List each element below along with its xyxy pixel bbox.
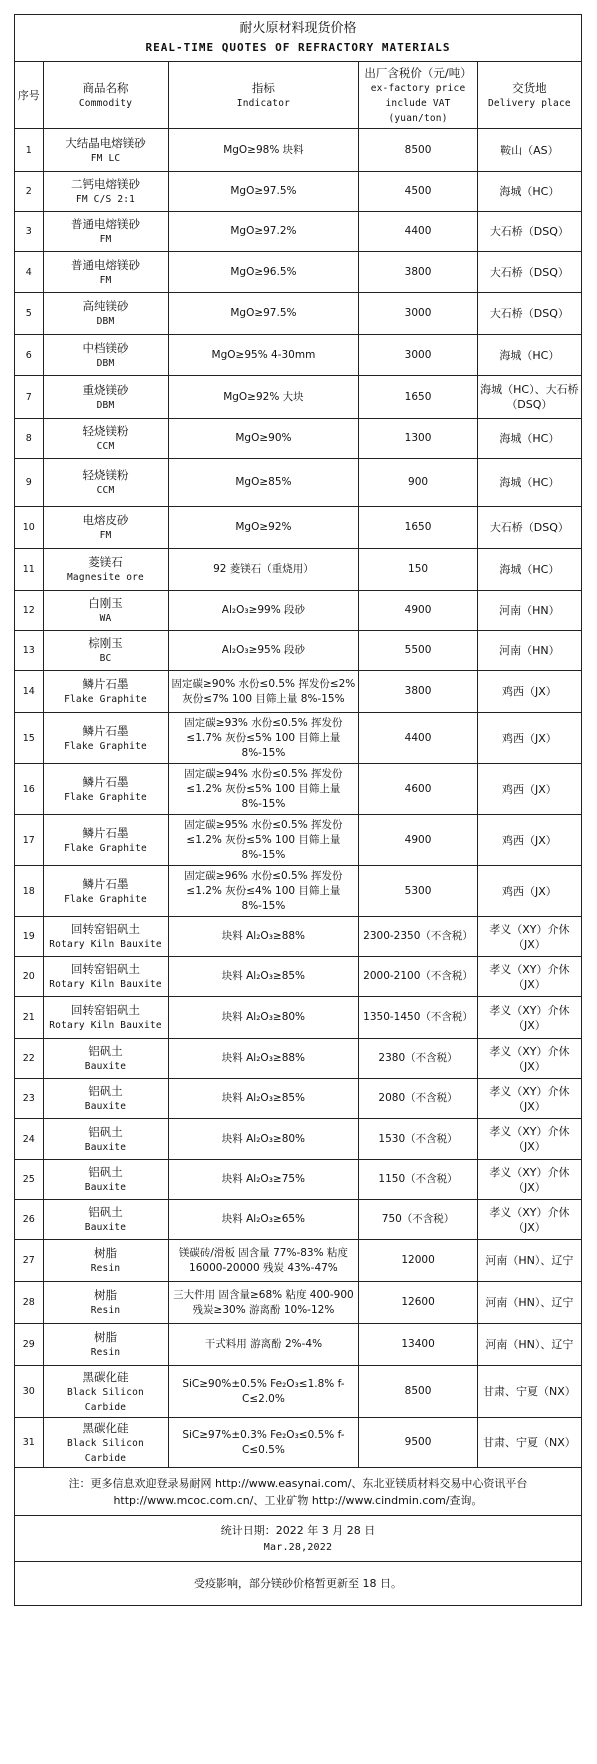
price-cell: 5500 bbox=[359, 631, 477, 671]
note-row bbox=[15, 1468, 582, 1516]
indicator-cell: 固定碳≥93% 水份≤0.5% 挥发份≤1.7% 灰份≤5% 100 目筛上量 8%-15% bbox=[168, 713, 359, 764]
delivery-place-cell: 甘肃、宁夏（NX） bbox=[477, 1418, 581, 1468]
indicator-cell: 固定碳≥95% 水份≤0.5% 挥发份≤1.2% 灰份≤5% 100 目筛上量 8%-15% bbox=[168, 815, 359, 866]
price-cell: 12000 bbox=[359, 1240, 477, 1282]
indicator-cell: Al₂O₃≥99% 段砂 bbox=[168, 591, 359, 631]
commodity-en: Rotary Kiln Bauxite bbox=[49, 939, 162, 950]
table-row bbox=[15, 1282, 582, 1324]
commodity-cn: 电熔皮砂 bbox=[82, 513, 129, 527]
commodity-cell bbox=[43, 1119, 168, 1160]
commodity-en: CCM bbox=[96, 485, 115, 496]
commodity-en: FM bbox=[99, 530, 112, 541]
header-price-en3: (yuan/ton) bbox=[388, 112, 448, 124]
commodity-cn: 大结晶电熔镁砂 bbox=[65, 135, 146, 150]
table-row bbox=[15, 376, 582, 419]
table-row bbox=[15, 172, 582, 212]
row-index: 5 bbox=[15, 293, 44, 335]
indicator-cell: 块料 Al₂O₃≥80% bbox=[168, 997, 359, 1039]
delivery-place-cell: 鞍山（AS） bbox=[477, 129, 581, 172]
delivery-place-cell: 河南（HN）、辽宁 bbox=[477, 1282, 581, 1324]
table-row bbox=[15, 917, 582, 957]
price-cell: 4400 bbox=[359, 713, 477, 764]
row-index: 8 bbox=[15, 419, 44, 459]
commodity-cell bbox=[43, 335, 168, 376]
price-cell: 900 bbox=[359, 459, 477, 507]
header-indicator-en: Indicator bbox=[236, 97, 291, 109]
indicator-cell: MgO≥90% bbox=[168, 419, 359, 459]
delivery-place-cell: 海城（HC） bbox=[477, 335, 581, 376]
table-row bbox=[15, 129, 582, 172]
row-index: 10 bbox=[15, 507, 44, 549]
price-cell: 8500 bbox=[359, 1366, 477, 1418]
price-cell: 1350-1450（不含税） bbox=[359, 997, 477, 1039]
commodity-cn: 中档镁砂 bbox=[82, 340, 129, 355]
indicator-cell: SiC≥90%±0.5% Fe₂O₃≤1.8% f-C≤2.0% bbox=[168, 1366, 359, 1418]
row-index: 9 bbox=[15, 459, 44, 507]
row-index: 28 bbox=[15, 1282, 44, 1324]
indicator-cell: 块料 Al₂O₃≥85% bbox=[168, 1079, 359, 1119]
price-cell: 13400 bbox=[359, 1324, 477, 1366]
price-cell: 3800 bbox=[359, 252, 477, 293]
indicator-cell: MgO≥97.5% bbox=[168, 293, 359, 335]
commodity-en: Bauxite bbox=[84, 1061, 127, 1072]
commodity-en: Rotary Kiln Bauxite bbox=[49, 979, 162, 990]
delivery-place-cell: 海城（HC）、大石桥（DSQ） bbox=[477, 376, 581, 419]
commodity-cn: 铝矾土 bbox=[88, 1084, 123, 1098]
header-row bbox=[15, 62, 582, 129]
commodity-en: Resin bbox=[90, 1347, 121, 1358]
delivery-place-cell: 海城（HC） bbox=[477, 459, 581, 507]
commodity-cn: 重烧镁砂 bbox=[82, 382, 129, 397]
delivery-place-cell: 孝义（XY）介休（JX） bbox=[477, 1039, 581, 1079]
commodity-cn: 高纯镁砂 bbox=[82, 299, 129, 313]
commodity-cn: 铝矾土 bbox=[88, 1165, 123, 1179]
quotes-table bbox=[14, 14, 582, 1606]
commodity-cn: 铝矾土 bbox=[88, 1044, 123, 1058]
row-index: 19 bbox=[15, 917, 44, 957]
commodity-cell bbox=[43, 713, 168, 764]
commodity-cn: 二钙电熔镁砂 bbox=[71, 177, 140, 191]
row-index: 4 bbox=[15, 252, 44, 293]
table-row bbox=[15, 631, 582, 671]
commodity-cell bbox=[43, 631, 168, 671]
indicator-cell: 固定碳≥96% 水份≤0.5% 挥发份≤1.2% 灰份≤4% 100 目筛上量 8%-15% bbox=[168, 866, 359, 917]
price-cell: 3000 bbox=[359, 293, 477, 335]
commodity-cell bbox=[43, 293, 168, 335]
commodity-cn: 回转窑铝矾土 bbox=[71, 1003, 140, 1017]
price-cell: 2300-2350（不含税） bbox=[359, 917, 477, 957]
commodity-en: Flake Graphite bbox=[64, 791, 147, 803]
indicator-cell: 三大件用 固含量≥68% 粘度 400-900 残炭≥30% 游离酚 10%-12% bbox=[168, 1282, 359, 1324]
commodity-cell bbox=[43, 252, 168, 293]
header-price-en2: include VAT bbox=[385, 97, 451, 109]
delivery-place-cell: 孝义（XY）介休（JX） bbox=[477, 1200, 581, 1240]
price-cell: 4500 bbox=[359, 172, 477, 212]
delivery-place-cell: 孝义（XY）介休（JX） bbox=[477, 917, 581, 957]
stat-date-en: Mar.28,2022 bbox=[263, 1541, 333, 1553]
footer-note-line1: 注：更多信息欢迎登录易耐网 http://www.easynai.com/、东北亚镁质材料交易中心资讯平台 bbox=[68, 1476, 528, 1490]
delivery-place-cell: 大石桥（DSQ） bbox=[477, 293, 581, 335]
row-index: 18 bbox=[15, 866, 44, 917]
header-commodity-en: Commodity bbox=[78, 97, 133, 109]
indicator-cell: MgO≥92% 大块 bbox=[168, 376, 359, 419]
delivery-place-cell: 河南（HN）、辽宁 bbox=[477, 1324, 581, 1366]
header-indicator bbox=[168, 62, 359, 129]
commodity-cell bbox=[43, 1079, 168, 1119]
header-place-cn: 交货地 bbox=[512, 80, 547, 95]
table-row bbox=[15, 671, 582, 713]
row-index: 15 bbox=[15, 713, 44, 764]
commodity-en: Resin bbox=[90, 1263, 121, 1274]
indicator-cell: MgO≥98% 块料 bbox=[168, 129, 359, 172]
price-cell: 9500 bbox=[359, 1418, 477, 1468]
row-index: 26 bbox=[15, 1200, 44, 1240]
commodity-en: Bauxite bbox=[84, 1222, 127, 1233]
row-index: 30 bbox=[15, 1366, 44, 1418]
indicator-cell: MgO≥96.5% bbox=[168, 252, 359, 293]
delivery-place-cell: 鸡西（JX） bbox=[477, 764, 581, 815]
price-cell: 8500 bbox=[359, 129, 477, 172]
header-price-cn: 出厂含税价（元/吨） bbox=[364, 65, 472, 80]
table-row bbox=[15, 212, 582, 252]
commodity-en: Flake Graphite bbox=[64, 842, 147, 854]
indicator-cell: 固定碳≥94% 水份≤0.5% 挥发份≤1.2% 灰份≤5% 100 目筛上量 8%-15% bbox=[168, 764, 359, 815]
commodity-cell bbox=[43, 1160, 168, 1200]
indicator-cell: 块料 Al₂O₃≥75% bbox=[168, 1160, 359, 1200]
commodity-cn: 鳞片石墨 bbox=[82, 774, 129, 789]
table-row bbox=[15, 764, 582, 815]
price-cell: 4400 bbox=[359, 212, 477, 252]
commodity-cn: 白刚玉 bbox=[88, 596, 123, 610]
commodity-cn: 黑碳化硅 bbox=[82, 1369, 129, 1384]
price-sheet bbox=[14, 14, 582, 1606]
row-index: 27 bbox=[15, 1240, 44, 1282]
price-cell: 750（不含税） bbox=[359, 1200, 477, 1240]
commodity-cell bbox=[43, 1366, 168, 1418]
table-row bbox=[15, 591, 582, 631]
commodity-en: BC bbox=[99, 653, 112, 664]
indicator-cell: 块料 Al₂O₃≥85% bbox=[168, 957, 359, 997]
table-row bbox=[15, 1240, 582, 1282]
price-cell: 150 bbox=[359, 549, 477, 591]
row-index: 16 bbox=[15, 764, 44, 815]
price-cell: 5300 bbox=[359, 866, 477, 917]
commodity-en: Bauxite bbox=[84, 1182, 127, 1193]
header-commodity bbox=[43, 62, 168, 129]
delivery-place-cell: 孝义（XY）介休（JX） bbox=[477, 1119, 581, 1160]
row-index: 23 bbox=[15, 1079, 44, 1119]
delivery-place-cell: 鸡西（JX） bbox=[477, 671, 581, 713]
commodity-cn: 树脂 bbox=[94, 1330, 117, 1344]
commodity-en: DBM bbox=[96, 357, 115, 369]
commodity-cell bbox=[43, 419, 168, 459]
commodity-cell bbox=[43, 1418, 168, 1468]
commodity-en: Magnesite ore bbox=[67, 572, 144, 583]
commodity-cn: 鳞片石墨 bbox=[82, 677, 129, 691]
table-row bbox=[15, 1418, 582, 1468]
indicator-cell: MgO≥97.2% bbox=[168, 212, 359, 252]
row-index: 11 bbox=[15, 549, 44, 591]
header-price-en1: ex-factory price bbox=[370, 82, 466, 94]
price-cell: 3000 bbox=[359, 335, 477, 376]
delivery-place-cell: 河南（HN） bbox=[477, 631, 581, 671]
commodity-en: WA bbox=[99, 613, 112, 624]
commodity-cn: 铝矾土 bbox=[88, 1124, 123, 1139]
delivery-place-cell: 孝义（XY）介休（JX） bbox=[477, 1160, 581, 1200]
commodity-en: FM LC bbox=[90, 152, 121, 164]
table-row bbox=[15, 1079, 582, 1119]
notice-row bbox=[15, 1562, 582, 1606]
price-cell: 2000-2100（不含税） bbox=[359, 957, 477, 997]
commodity-en: Resin bbox=[90, 1305, 121, 1316]
row-index: 3 bbox=[15, 212, 44, 252]
price-cell: 2080（不含税） bbox=[359, 1079, 477, 1119]
table-row bbox=[15, 507, 582, 549]
commodity-cell bbox=[43, 376, 168, 419]
commodity-cn: 普通电熔镁砂 bbox=[71, 217, 140, 231]
commodity-en: FM bbox=[99, 234, 112, 245]
commodity-en: FM bbox=[99, 274, 112, 286]
price-cell: 2380（不含税） bbox=[359, 1039, 477, 1079]
commodity-cn: 回转窑铝矾土 bbox=[71, 962, 140, 976]
row-index: 31 bbox=[15, 1418, 44, 1468]
indicator-cell: 块料 Al₂O₃≥80% bbox=[168, 1119, 359, 1160]
commodity-cn: 菱镁石 bbox=[88, 555, 123, 569]
table-row bbox=[15, 1324, 582, 1366]
commodity-en: Flake Graphite bbox=[64, 893, 147, 905]
price-cell: 3800 bbox=[359, 671, 477, 713]
commodity-cn: 普通电熔镁砂 bbox=[71, 257, 140, 272]
table-row bbox=[15, 549, 582, 591]
row-index: 21 bbox=[15, 997, 44, 1039]
table-row bbox=[15, 1200, 582, 1240]
row-index: 2 bbox=[15, 172, 44, 212]
table-row bbox=[15, 1160, 582, 1200]
commodity-cell bbox=[43, 1200, 168, 1240]
commodity-en: Flake Graphite bbox=[64, 694, 147, 705]
indicator-cell: MgO≥92% bbox=[168, 507, 359, 549]
table-row bbox=[15, 1119, 582, 1160]
header-place-en: Delivery place bbox=[487, 97, 571, 109]
table-row bbox=[15, 815, 582, 866]
header-index: 序号 bbox=[15, 62, 44, 129]
row-index: 24 bbox=[15, 1119, 44, 1160]
row-index: 25 bbox=[15, 1160, 44, 1200]
title-cn: 耐火原材料现货价格 bbox=[239, 21, 357, 36]
price-cell: 12600 bbox=[359, 1282, 477, 1324]
delivery-place-cell: 孝义（XY）介休（JX） bbox=[477, 997, 581, 1039]
commodity-en: CCM bbox=[96, 441, 115, 452]
commodity-en: Bauxite bbox=[84, 1101, 127, 1112]
commodity-cell bbox=[43, 549, 168, 591]
delivery-place-cell: 大石桥（DSQ） bbox=[477, 252, 581, 293]
table-row bbox=[15, 335, 582, 376]
commodity-cell bbox=[43, 764, 168, 815]
indicator-cell: 块料 Al₂O₃≥65% bbox=[168, 1200, 359, 1240]
price-cell: 4600 bbox=[359, 764, 477, 815]
table-row bbox=[15, 1039, 582, 1079]
delivery-place-cell: 甘肃、宁夏（NX） bbox=[477, 1366, 581, 1418]
title-row bbox=[15, 15, 582, 62]
delivery-place-cell: 鸡西（JX） bbox=[477, 713, 581, 764]
indicator-cell: 镁碳砖/滑板 固含量 77%-83% 粘度 16000-20000 残炭 43%-47% bbox=[168, 1240, 359, 1282]
commodity-cell bbox=[43, 997, 168, 1039]
table-row bbox=[15, 1366, 582, 1418]
row-index: 17 bbox=[15, 815, 44, 866]
title-en: REAL-TIME QUOTES OF REFRACTORY MATERIALS bbox=[145, 41, 451, 54]
commodity-cn: 铝矾土 bbox=[88, 1205, 123, 1219]
delivery-place-cell: 河南（HN） bbox=[477, 591, 581, 631]
delivery-place-cell: 大石桥（DSQ） bbox=[477, 212, 581, 252]
commodity-cell bbox=[43, 459, 168, 507]
commodity-cn: 轻烧镁粉 bbox=[82, 424, 129, 438]
commodity-cell bbox=[43, 507, 168, 549]
table-row bbox=[15, 866, 582, 917]
row-index: 1 bbox=[15, 129, 44, 172]
row-index: 6 bbox=[15, 335, 44, 376]
commodity-en: Rotary Kiln Bauxite bbox=[49, 1020, 162, 1031]
commodity-cell bbox=[43, 866, 168, 917]
indicator-cell: 92 菱镁石（重烧用） bbox=[168, 549, 359, 591]
commodity-cn: 鳞片石墨 bbox=[82, 876, 129, 891]
commodity-cn: 黑碳化硅 bbox=[82, 1420, 129, 1435]
price-cell: 1650 bbox=[359, 376, 477, 419]
commodity-cn: 鳞片石墨 bbox=[82, 723, 129, 738]
price-cell: 1650 bbox=[359, 507, 477, 549]
indicator-cell: MgO≥97.5% bbox=[168, 172, 359, 212]
commodity-cell bbox=[43, 1039, 168, 1079]
commodity-cell bbox=[43, 917, 168, 957]
commodity-cn: 轻烧镁粉 bbox=[82, 468, 129, 482]
row-index: 7 bbox=[15, 376, 44, 419]
commodity-cell bbox=[43, 957, 168, 997]
header-commodity-cn: 商品名称 bbox=[82, 80, 129, 95]
table-row bbox=[15, 957, 582, 997]
indicator-cell: SiC≥97%±0.3% Fe₂O₃≤0.5% f-C≤0.5% bbox=[168, 1418, 359, 1468]
footer-note-line2: http://www.mcoc.com.cn/、工业矿物 http://www.cindmin.com/查询。 bbox=[113, 1493, 483, 1507]
delivery-place-cell: 大石桥（DSQ） bbox=[477, 507, 581, 549]
delivery-place-cell: 河南（HN）、辽宁 bbox=[477, 1240, 581, 1282]
table-row bbox=[15, 459, 582, 507]
price-cell: 1300 bbox=[359, 419, 477, 459]
delivery-place-cell: 鸡西（JX） bbox=[477, 866, 581, 917]
commodity-en: Black Silicon Carbide bbox=[67, 1437, 144, 1464]
delivery-place-cell: 海城（HC） bbox=[477, 419, 581, 459]
commodity-en: DBM bbox=[96, 316, 115, 327]
delivery-place-cell: 孝义（XY）介休（JX） bbox=[477, 1079, 581, 1119]
delivery-place-cell: 孝义（XY）介休（JX） bbox=[477, 957, 581, 997]
commodity-cell bbox=[43, 1240, 168, 1282]
commodity-cell bbox=[43, 212, 168, 252]
row-index: 13 bbox=[15, 631, 44, 671]
row-index: 14 bbox=[15, 671, 44, 713]
header-indicator-cn: 指标 bbox=[251, 80, 275, 95]
table-row bbox=[15, 252, 582, 293]
table-row bbox=[15, 419, 582, 459]
row-index: 29 bbox=[15, 1324, 44, 1366]
indicator-cell: 固定碳≥90% 水份≤0.5% 挥发份≤2% 灰份≤7% 100 目筛上量 8%-15% bbox=[168, 671, 359, 713]
commodity-cell bbox=[43, 671, 168, 713]
price-cell: 4900 bbox=[359, 815, 477, 866]
row-index: 20 bbox=[15, 957, 44, 997]
commodity-cell bbox=[43, 172, 168, 212]
price-cell: 1530（不含税） bbox=[359, 1119, 477, 1160]
delivery-place-cell: 鸡西（JX） bbox=[477, 815, 581, 866]
indicator-cell: Al₂O₃≥95% 段砂 bbox=[168, 631, 359, 671]
indicator-cell: MgO≥85% bbox=[168, 459, 359, 507]
indicator-cell: 块料 Al₂O₃≥88% bbox=[168, 917, 359, 957]
indicator-cell: MgO≥95% 4-30mm bbox=[168, 335, 359, 376]
price-cell: 4900 bbox=[359, 591, 477, 631]
commodity-cn: 回转窑铝矾土 bbox=[71, 922, 140, 936]
stat-date-cn: 统计日期：2022 年 3 月 28 日 bbox=[220, 1523, 376, 1537]
commodity-cn: 树脂 bbox=[94, 1246, 117, 1260]
row-index: 22 bbox=[15, 1039, 44, 1079]
stat-date-row bbox=[15, 1516, 582, 1562]
indicator-cell: 块料 Al₂O₃≥88% bbox=[168, 1039, 359, 1079]
delivery-place-cell: 海城（HC） bbox=[477, 172, 581, 212]
header-price bbox=[359, 62, 477, 129]
commodity-en: Flake Graphite bbox=[64, 740, 147, 752]
commodity-cn: 树脂 bbox=[94, 1288, 117, 1302]
commodity-cell bbox=[43, 815, 168, 866]
commodity-cell bbox=[43, 129, 168, 172]
indicator-cell: 干式料用 游离酚 2%-4% bbox=[168, 1324, 359, 1366]
commodity-cell bbox=[43, 1324, 168, 1366]
commodity-cell bbox=[43, 591, 168, 631]
table-row bbox=[15, 713, 582, 764]
commodity-en: Bauxite bbox=[84, 1141, 127, 1153]
commodity-en: DBM bbox=[96, 399, 115, 411]
table-row bbox=[15, 997, 582, 1039]
header-place bbox=[477, 62, 581, 129]
commodity-en: FM C/S 2:1 bbox=[75, 194, 136, 205]
commodity-cn: 棕刚玉 bbox=[88, 636, 123, 650]
price-cell: 1150（不含税） bbox=[359, 1160, 477, 1200]
commodity-cn: 鳞片石墨 bbox=[82, 825, 129, 840]
commodity-cell bbox=[43, 1282, 168, 1324]
table-row bbox=[15, 293, 582, 335]
commodity-en: Black Silicon Carbide bbox=[67, 1386, 144, 1413]
row-index: 12 bbox=[15, 591, 44, 631]
delivery-place-cell: 海城（HC） bbox=[477, 549, 581, 591]
footer-notice: 受疫影响，部分镁砂价格暂更新至 18 日。 bbox=[15, 1562, 582, 1606]
